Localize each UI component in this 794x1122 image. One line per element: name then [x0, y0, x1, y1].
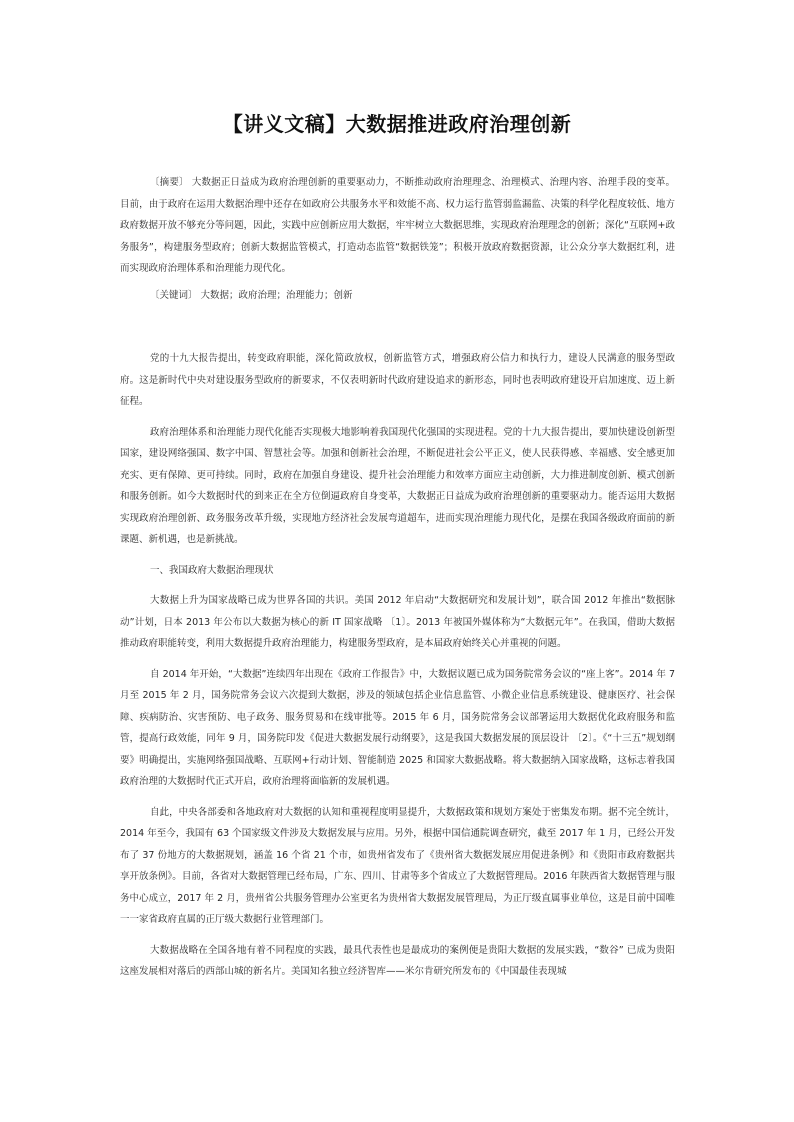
paragraph: 大数据上升为国家战略已成为世界各国的共识。美国 2012 年启动“大数据研究和发展计划”，联合国 2012 年推出“数据脉动”计划，日本 2013 年公布以大数据为核心的新 IT 国家战略 〔1〕。2013 年被国外媒体称为“大数据元年”。在我国，借助大数据推动政府职能转变，利用大数据提升政府治理能力，构建服务型政府，是本届政府始终关心并重视的问题。 — [120, 595, 675, 649]
abstract: 〔摘要〕 大数据正日益成为政府治理创新的重要驱动力，不断推动政府治理理念、治理模式、治理内容、治理手段的变革。目前，由于政府在运用大数据治理中还存在如政府公共服务水平和效能不高、权力运行监管弱监漏监、决策的科学化程度较低、地方政府数据开放不够充分等问题，因此，实践中应创新应用大数据，牢牢树立大数据思维，实现政府治理理念的创新；深化“互联网+政务服务”，构建服务型政府；创新大数据监管模式，打造动态监管“数据铁笼”；积极开放政府数据资源，让公众分享大数据红利，进而实现政府治理体系和治理能力现代化。 — [120, 177, 675, 274]
keywords: 〔关键词〕 大数据；政府治理；治理能力；创新 — [150, 289, 353, 301]
section-heading: 一、我国政府大数据治理现状 — [150, 564, 274, 576]
document-body — [120, 172, 675, 992]
paragraph: 自此，中央各部委和各地政府对大数据的认知和重视程度明显提升，大数据政策和规划方案处于密集发布期。据不完全统计，2014 年至今，我国有 63 个国家级文件涉及大数据发展与应用。另外，根据中国信通院调查研究，截至 2017 年 1 月，已经公开发布了 37 份地方的大数据规划，涵盖 16 个省 21 个市，如贵州省发布了《贵州省大数据发展应用促进条例》和《贵阳市政府数据共享开放条例》。目前，各省对大数据管理已经布局，广东、四川、甘肃等多个省成立了大数据管理局。2016 年陕西省大数据管理与服务中心成立，2017 年 2 月，贵州省公共服务管理办公室更名为贵州省大数据发展管理局，为正厅级直属事业单位，这是目前中国唯一一家省政府直属的正厅级大数据行业管理部门。 — [120, 806, 675, 925]
paragraph: 政府治理体系和治理能力现代化能否实现极大地影响着我国现代化强国的实现进程。党的十九大报告提出，要加快建设创新型国家，建设网络强国、数字中国、智慧社会等。加强和创新社会治理，不断促进社会公平正义，使人民获得感、幸福感、安全感更加充实、更有保障、更可持续。同时，政府在加强自身建设、提升社会治理能力和效率方面应主动创新，大力推进制度创新、模式创新和服务创新。如今大数据时代的到来正在全方位倒逼政府自身变革，大数据正日益成为政府治理创新的重要驱动力。能否运用大数据实现政府治理创新、政务服务改革升级，实现地方经济社会发展弯道超车，进而实现治理能力现代化，是摆在我国各级政府面前的新课题、新机遇，也是新挑战。 — [120, 426, 675, 545]
section-spacer — [120, 306, 675, 348]
paragraph: 党的十九大报告提出，转变政府职能，深化简政放权，创新监管方式，增强政府公信力和执行力，建设人民满意的服务型政府。这是新时代中央对建设服务型政府的新要求，不仅表明新时代政府建设追求的新形态，同时也表明政府建设开启加速度、迈上新征程。 — [120, 353, 675, 407]
paragraph: 大数据战略在全国各地有着不同程度的实践，最具代表性也是最成功的案例便是贵阳大数据的发展实践，“数谷” 已成为贵阳这座发展相对落后的西部山城的新名片。美国知名独立经济智库——米尔肯研究所发布的《中国最佳表现城 — [120, 944, 675, 977]
document-title: 【讲义文稿】大数据推进政府治理创新 — [222, 112, 572, 136]
paragraph: 自 2014 年开始，“大数据”连续四年出现在《政府工作报告》中，大数据议题已成为国务院常务会议的“座上客”。2014 年 7 月至 2015 年 2 月，国务院常务会议六次提到大数据，涉及的领域包括企业信息监管、小微企业信息系统建设、健康医疗、社会保障、疾病防治、灾害预防、电子政务、服务贸易和在线审批等。2015 年 6 月，国务院常务会议部署运用大数据优化政府服务和监管，提高行政效能，同年 9 月，国务院印发《促进大数据发展行动纲要》，这是我国大数据发展的顶层设计 〔2〕。《“十三五”规划纲要》明确提出，实施网络强国战略、互联网+行动计划、智能制造 2025 和国家大数据战略。将大数据纳入国家战略，这标志着我国政府治理的大数据时代正式开启，政府治理将面临新的发展机遇。 — [120, 668, 675, 787]
